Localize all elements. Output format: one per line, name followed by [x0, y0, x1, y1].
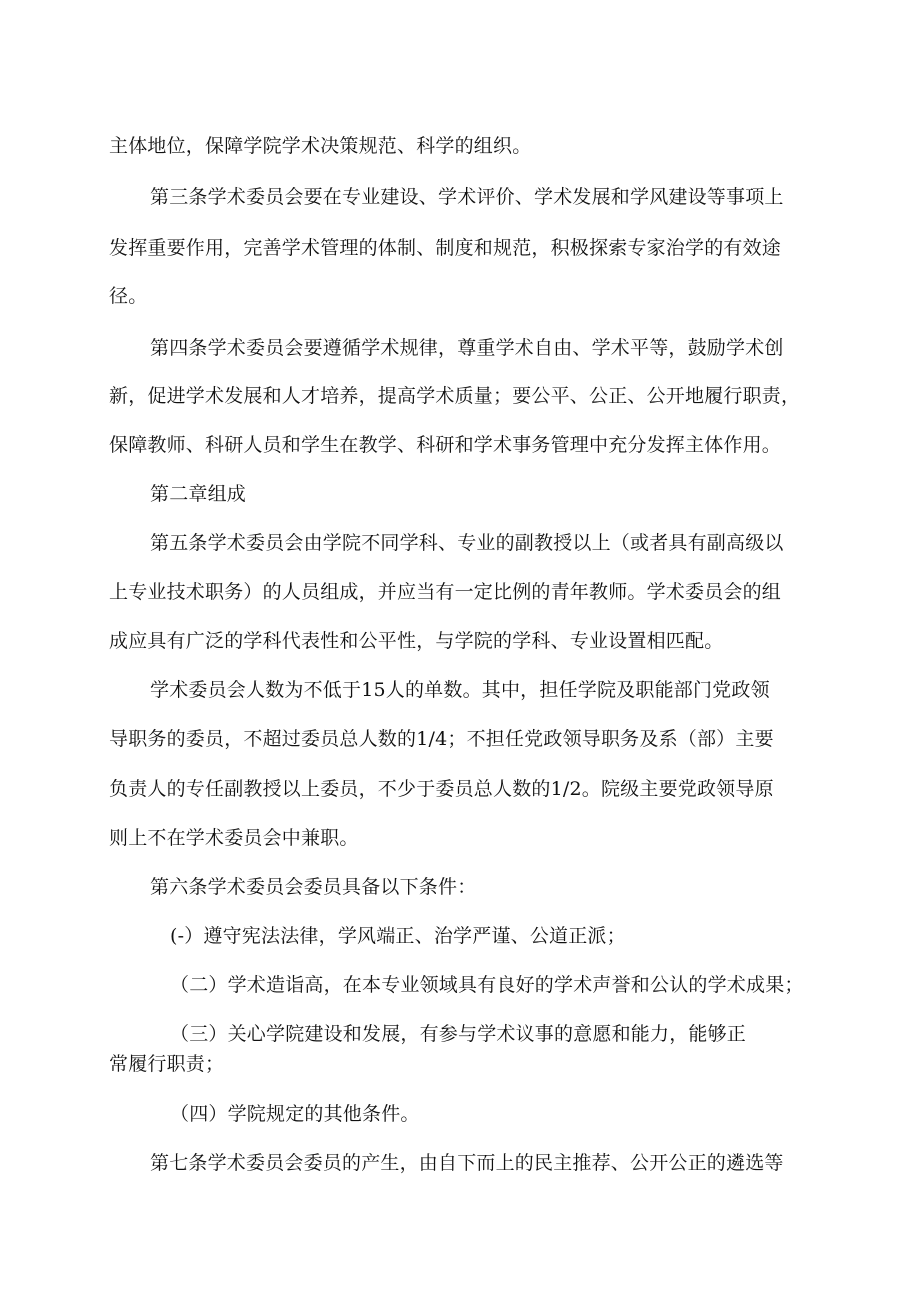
paragraph-line: 径。	[109, 285, 148, 307]
paragraph-line: 导职务的委员，不超过委员总人数的1/4；不担任党政领导职务及系（部）主要	[109, 728, 774, 750]
paragraph-line: 主体地位，保障学院学术决策规范、科学的组织。	[109, 135, 532, 157]
paragraph-line: 保障教师、科研人员和学生在教学、科研和学术事务管理中充分发挥主体作用。	[109, 434, 782, 456]
chapter-heading: 第二章组成	[150, 483, 247, 505]
list-item: （二）学术造诣高，在本专业领域具有良好的学术声誉和公认的学术成果；	[170, 974, 804, 996]
paragraph-line: 第七条学术委员会委员的产生，由自下而上的民主推荐、公开公正的遴选等	[150, 1152, 784, 1174]
paragraph-line: 上专业技术职务）的人员组成，并应当有一定比例的青年教师。学术委员会的组	[109, 581, 782, 603]
paragraph-line: 负责人的专任副教授以上委员，不少于委员总人数的1/2。院级主要党政领导原	[109, 778, 774, 800]
paragraph-line: 成应具有广泛的学科代表性和公平性，与学院的学科、专业设置相匹配。	[109, 630, 724, 652]
paragraph-line: 发挥重要作用，完善学术管理的体制、制度和规范，积极探索专家治学的有效途	[109, 237, 782, 259]
paragraph-line: 第四条学术委员会要遵循学术规律，尊重学术自由、学术平等，鼓励学术创	[150, 337, 784, 359]
list-item: （四）学院规定的其他条件。	[170, 1103, 420, 1125]
list-item: （三）关心学院建设和发展，有参与学术议事的意愿和能力，能够正	[170, 1023, 747, 1045]
list-item-continuation: 常履行职责；	[109, 1053, 225, 1075]
paragraph-line: 第六条学术委员会委员具备以下条件：	[150, 876, 477, 898]
paragraph-line: 第三条学术委员会要在专业建设、学术评价、学术发展和学风建设等事项上	[150, 186, 784, 208]
paragraph-line: 新，促进学术发展和人才培养，提高学术质量；要公平、公正、公开地履行职责，	[109, 385, 801, 407]
paragraph-line: 学术委员会人数为不低于15人的单数。其中，担任学院及职能部门党政领	[150, 679, 770, 701]
paragraph-line: 则上不在学术委员会中兼职。	[109, 827, 359, 849]
list-item: (-）遵守宪法法律，学风端正、治学严谨、公道正派；	[170, 925, 626, 947]
paragraph-line: 第五条学术委员会由学院不同学科、专业的副教授以上（或者具有副高级以	[150, 532, 784, 554]
